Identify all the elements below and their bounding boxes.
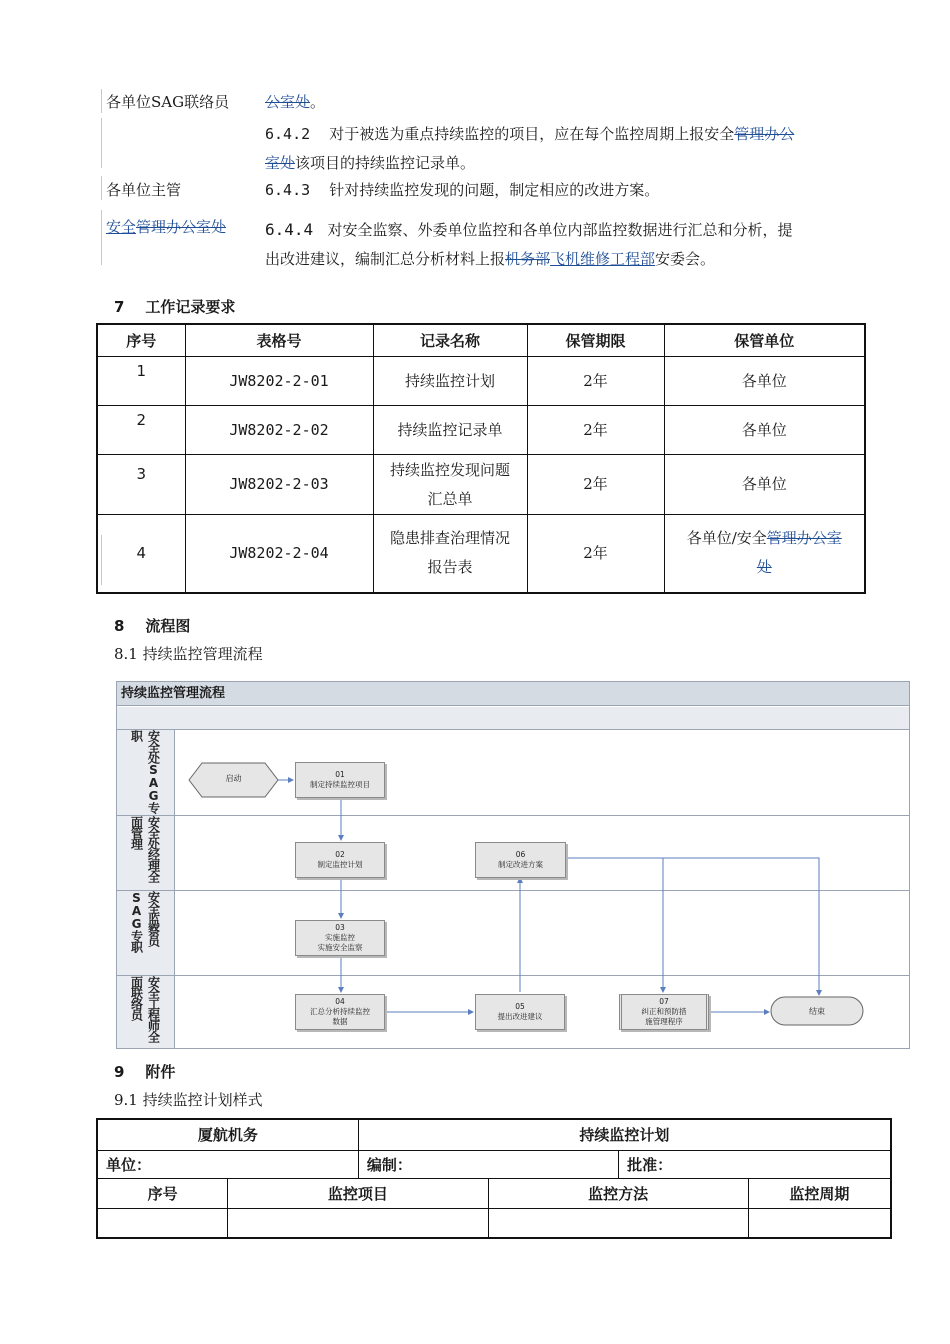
section-number: 8 xyxy=(114,617,125,635)
cell-period: 2年 xyxy=(527,406,664,455)
clause-text: 对安全监察、外委单位监控和各单位内部监控数据进行汇总和分析，提 xyxy=(327,221,793,239)
plan-cell xyxy=(748,1208,891,1238)
cell-form: JW8202-2-03 xyxy=(185,455,373,515)
cell-period: 2年 xyxy=(527,357,664,406)
text-tail: 。 xyxy=(310,93,326,111)
section-title: 流程图 xyxy=(145,617,191,635)
clause-number: 6.4.2 xyxy=(265,125,311,143)
clause-number: 6.4.4 xyxy=(265,220,314,239)
cell-name: 持续监控计划 xyxy=(373,357,527,406)
lane-label: 安全处经理全面管理 xyxy=(117,816,175,891)
header-no: 序号 xyxy=(97,1178,228,1208)
lane-label: 安全处SAG专职 xyxy=(117,730,175,816)
prepared-cell: 编制： xyxy=(358,1150,618,1178)
role-unit-manager: 各单位主管 xyxy=(106,181,182,199)
monitoring-plan-table xyxy=(96,1118,892,1239)
inserted-text: 飞机维修工程部 xyxy=(550,250,656,268)
end-label: 结束 xyxy=(809,1007,825,1016)
clause-number: 6.4.3 xyxy=(265,181,311,199)
clause-text: 针对持续监控发现的问题，制定相应的改进方案。 xyxy=(329,181,660,199)
header-unit: 保管单位 xyxy=(664,324,865,357)
table-row xyxy=(97,406,865,455)
role-safety-office xyxy=(106,216,226,237)
approved-cell: 批准： xyxy=(619,1150,891,1178)
step-02: 02 制定监控计划 xyxy=(295,842,385,878)
section-number: 9 xyxy=(114,1063,125,1081)
lane-label: 安全工程师全面联络员 xyxy=(117,976,175,1048)
cell-form: JW8202-2-04 xyxy=(185,515,373,593)
step-03: 03 实施监控 实施安全监察 xyxy=(295,920,385,956)
step-05: 05 提出改进建议 xyxy=(475,994,565,1030)
plan-title-cell: 持续监控计划 xyxy=(358,1119,891,1150)
table-row xyxy=(97,1208,891,1238)
section-8-heading xyxy=(114,615,190,636)
cell-form: JW8202-2-02 xyxy=(185,406,373,455)
plan-cell xyxy=(488,1208,748,1238)
company-cell: 厦航机务 xyxy=(97,1119,358,1150)
arrow-06-end xyxy=(663,858,819,995)
deleted-text: 管理办公室处 xyxy=(136,218,227,236)
header-method: 监控方法 xyxy=(488,1178,748,1208)
header-cycle: 监控周期 xyxy=(748,1178,891,1208)
start-label: 启动 xyxy=(225,774,242,783)
step-01: 01 制定持续监控项目 xyxy=(295,762,385,798)
cell-no: 4 xyxy=(97,515,185,593)
clause-6-4-4 xyxy=(265,215,865,274)
clause-text: 出改进建议，编制汇总分析材料上报 xyxy=(265,250,506,268)
deleted-text: 机务部 xyxy=(505,250,551,268)
cell-no: 3 xyxy=(97,455,185,515)
clause-text: 该项目的持续监控记录单。 xyxy=(295,154,476,172)
cell-name: 持续监控发现问题 汇总单 xyxy=(373,455,527,515)
role-text: 安全 xyxy=(106,218,137,236)
step-04: 04 汇总分析持续监控 数据 xyxy=(295,994,385,1030)
flowchart xyxy=(116,681,910,1049)
plan-info-row xyxy=(97,1150,891,1178)
row-1-text xyxy=(265,91,325,112)
header-period: 保管期限 xyxy=(527,324,664,357)
table-header-row xyxy=(97,324,865,357)
cell-no: 1 xyxy=(97,357,185,406)
deleted-text: 公室处 xyxy=(265,93,311,111)
clause-text: 对于被选为重点持续监控的项目，应在每个监控周期上报安全 xyxy=(329,125,735,143)
cell-unit: 各单位/安全管理办公室 处 xyxy=(664,515,865,593)
cell-name: 隐患排查治理情况 报告表 xyxy=(373,515,527,593)
section-title: 附件 xyxy=(145,1063,176,1081)
table-row xyxy=(97,357,865,406)
section-title: 工作记录要求 xyxy=(145,298,236,316)
plan-cell xyxy=(97,1208,228,1238)
role-sag-liaison: 各单位SAG联络员 xyxy=(106,93,230,111)
cell-no: 2 xyxy=(97,406,185,455)
clause-6-4-2 xyxy=(265,120,865,178)
cell-name: 持续监控记录单 xyxy=(373,406,527,455)
section-9-1-heading: 9.1 持续监控计划样式 xyxy=(114,1091,263,1109)
step-07: 07 纠正和预防措 施管理程序 xyxy=(619,994,709,1030)
unit-cell: 单位： xyxy=(97,1150,358,1178)
clause-text: 安委会。 xyxy=(655,250,716,268)
clause-6-4-3 xyxy=(265,179,659,200)
table-row xyxy=(97,455,865,515)
section-8-1-heading: 8.1 持续监控管理流程 xyxy=(114,645,263,663)
table-row xyxy=(97,515,865,593)
section-9-heading xyxy=(114,1061,175,1082)
header-name: 记录名称 xyxy=(373,324,527,357)
section-number: 7 xyxy=(114,298,125,316)
deleted-text: 管理办公 xyxy=(734,125,795,143)
header-no: 序号 xyxy=(97,324,185,357)
cell-unit: 各单位 xyxy=(664,357,865,406)
arrow-06-07 xyxy=(566,858,663,992)
deleted-text: 室处 xyxy=(265,154,296,172)
header-form: 表格号 xyxy=(185,324,373,357)
plan-title-row xyxy=(97,1119,891,1150)
header-item: 监控项目 xyxy=(228,1178,488,1208)
records-table xyxy=(96,323,866,594)
lane-label: 安全监察员SAG专职 xyxy=(117,891,175,976)
cell-period: 2年 xyxy=(527,455,664,515)
cell-unit: 各单位 xyxy=(664,406,865,455)
step-06: 06 制定改进方案 xyxy=(475,842,566,878)
cell-form: JW8202-2-01 xyxy=(185,357,373,406)
section-7-heading xyxy=(114,296,235,317)
plan-cell xyxy=(228,1208,488,1238)
cell-unit: 各单位 xyxy=(664,455,865,515)
plan-header-row xyxy=(97,1178,891,1208)
flowchart-title: 持续监控管理流程 xyxy=(117,682,909,706)
cell-period: 2年 xyxy=(527,515,664,593)
